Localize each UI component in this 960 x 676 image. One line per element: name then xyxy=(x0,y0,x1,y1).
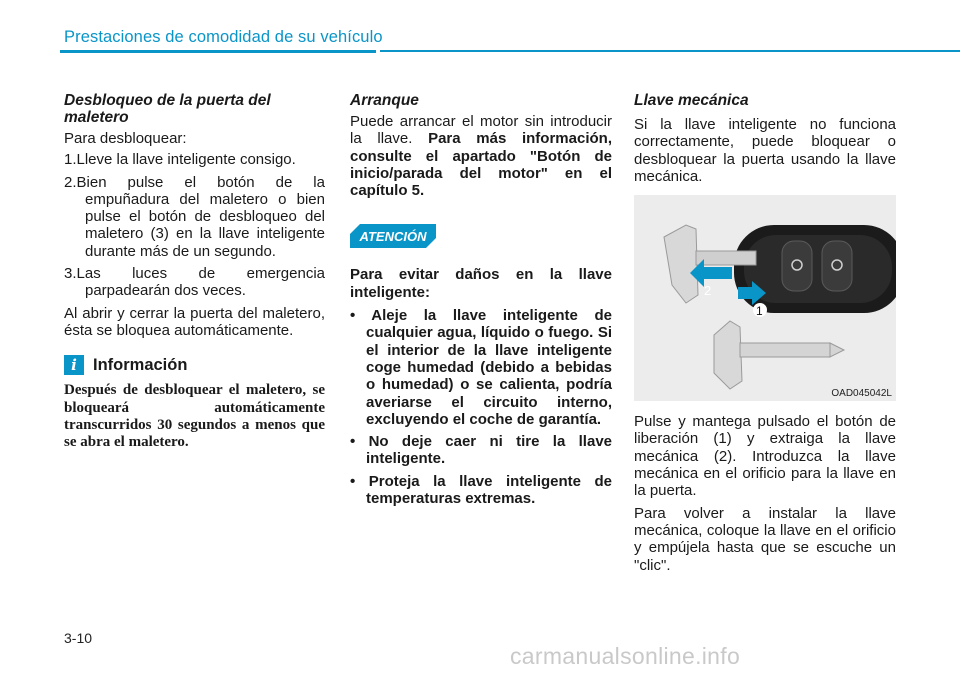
attention-label: ATENCIÓN xyxy=(359,229,427,245)
figure-code: OAD045042L xyxy=(831,388,892,400)
section-title: Prestaciones de comodidad de su vehículo xyxy=(64,28,383,46)
figure-label-2: 2 xyxy=(704,283,712,299)
mechanical-key-intro: Si la llave inteligente no funciona correctamente, puede bloquear o desbloquear la puerta usando la llave mecánica. xyxy=(634,116,896,185)
intro-text: Para desbloquear: xyxy=(64,130,187,147)
info-title: Información xyxy=(93,355,188,374)
start-intro-plain: Puede arrancar el motor sin introducir la llave. xyxy=(350,113,612,148)
column-mechanical-key xyxy=(634,92,896,579)
mechanical-key-para-1: Pulse y mantega pulsado el botón de liberación (1) y extraiga la llave mecánica (2). Introduzca la llave mecánica en el orificio para la llave en la puerta. xyxy=(634,413,896,500)
heading-start: Arranque xyxy=(350,92,419,109)
step-1: 1.Lleve la llave inteligente consigo. xyxy=(64,151,296,169)
header-rule xyxy=(380,50,960,52)
start-intro xyxy=(350,113,612,199)
warning-bullet-3: • Proteja la llave inteligente de temperaturas extremas. xyxy=(350,472,612,508)
warning-bullet-2: • No deje caer ni tire la llave inteligente. xyxy=(350,433,612,468)
heading-mechanical-key: Llave mecánica xyxy=(634,92,749,109)
figure-label-1: 1 xyxy=(756,304,763,319)
header-rule-accent xyxy=(60,50,376,53)
info-icon: i xyxy=(64,355,84,375)
warning-intro: Para evitar daños en la llave inteligente: xyxy=(350,266,612,301)
info-header xyxy=(64,355,325,375)
warning-bullet-1: • Aleje la llave inteligente de cualquier agua, líquido o fuego. Si el interior de la llave inteligente coge humedad (debido a bebidas o humedad) o se calienta, podría averiarse el circuito interno, excluyendo el coche de garantía. xyxy=(350,307,612,428)
attention-badge-shape xyxy=(350,224,436,248)
info-text: Después de desbloquear el maletero, se bloqueará automáticamente transcurridos 30 segundos a menos que se abra el maletero. xyxy=(64,382,325,451)
smart-key-illustration xyxy=(634,195,896,401)
start-intro-bold: Para más información, consulte el apartado "Botón de inicio/parada del motor" en el capítulo 5. xyxy=(350,130,612,200)
attention-badge xyxy=(350,224,436,248)
smart-key-photo xyxy=(634,195,896,401)
step-3: 3.Las luces de emergencia parpadearán dos veces. xyxy=(64,265,325,300)
closing-text: Al abrir y cerrar la puerta del maletero, ésta se bloquea automáticamente. xyxy=(64,304,325,339)
step-2: 2.Bien pulse el botón de la empuñadura del maletero o bien pulse el botón de desbloqueo del maletero (3) en la llave inteligente durante más de un segundo. xyxy=(64,173,325,260)
column-trunk-unlock xyxy=(64,92,325,451)
heading-trunk-unlock: Desbloqueo de la puerta del maletero xyxy=(64,92,271,126)
mechanical-key-para-2: Para volver a instalar la llave mecánica, coloque la llave en el orificio y empújela hasta que se escuche un "clic". xyxy=(634,504,896,574)
page-number: 3-10 xyxy=(64,630,93,646)
column-start xyxy=(350,92,612,512)
watermark: carmanualsonline.info xyxy=(510,643,741,669)
